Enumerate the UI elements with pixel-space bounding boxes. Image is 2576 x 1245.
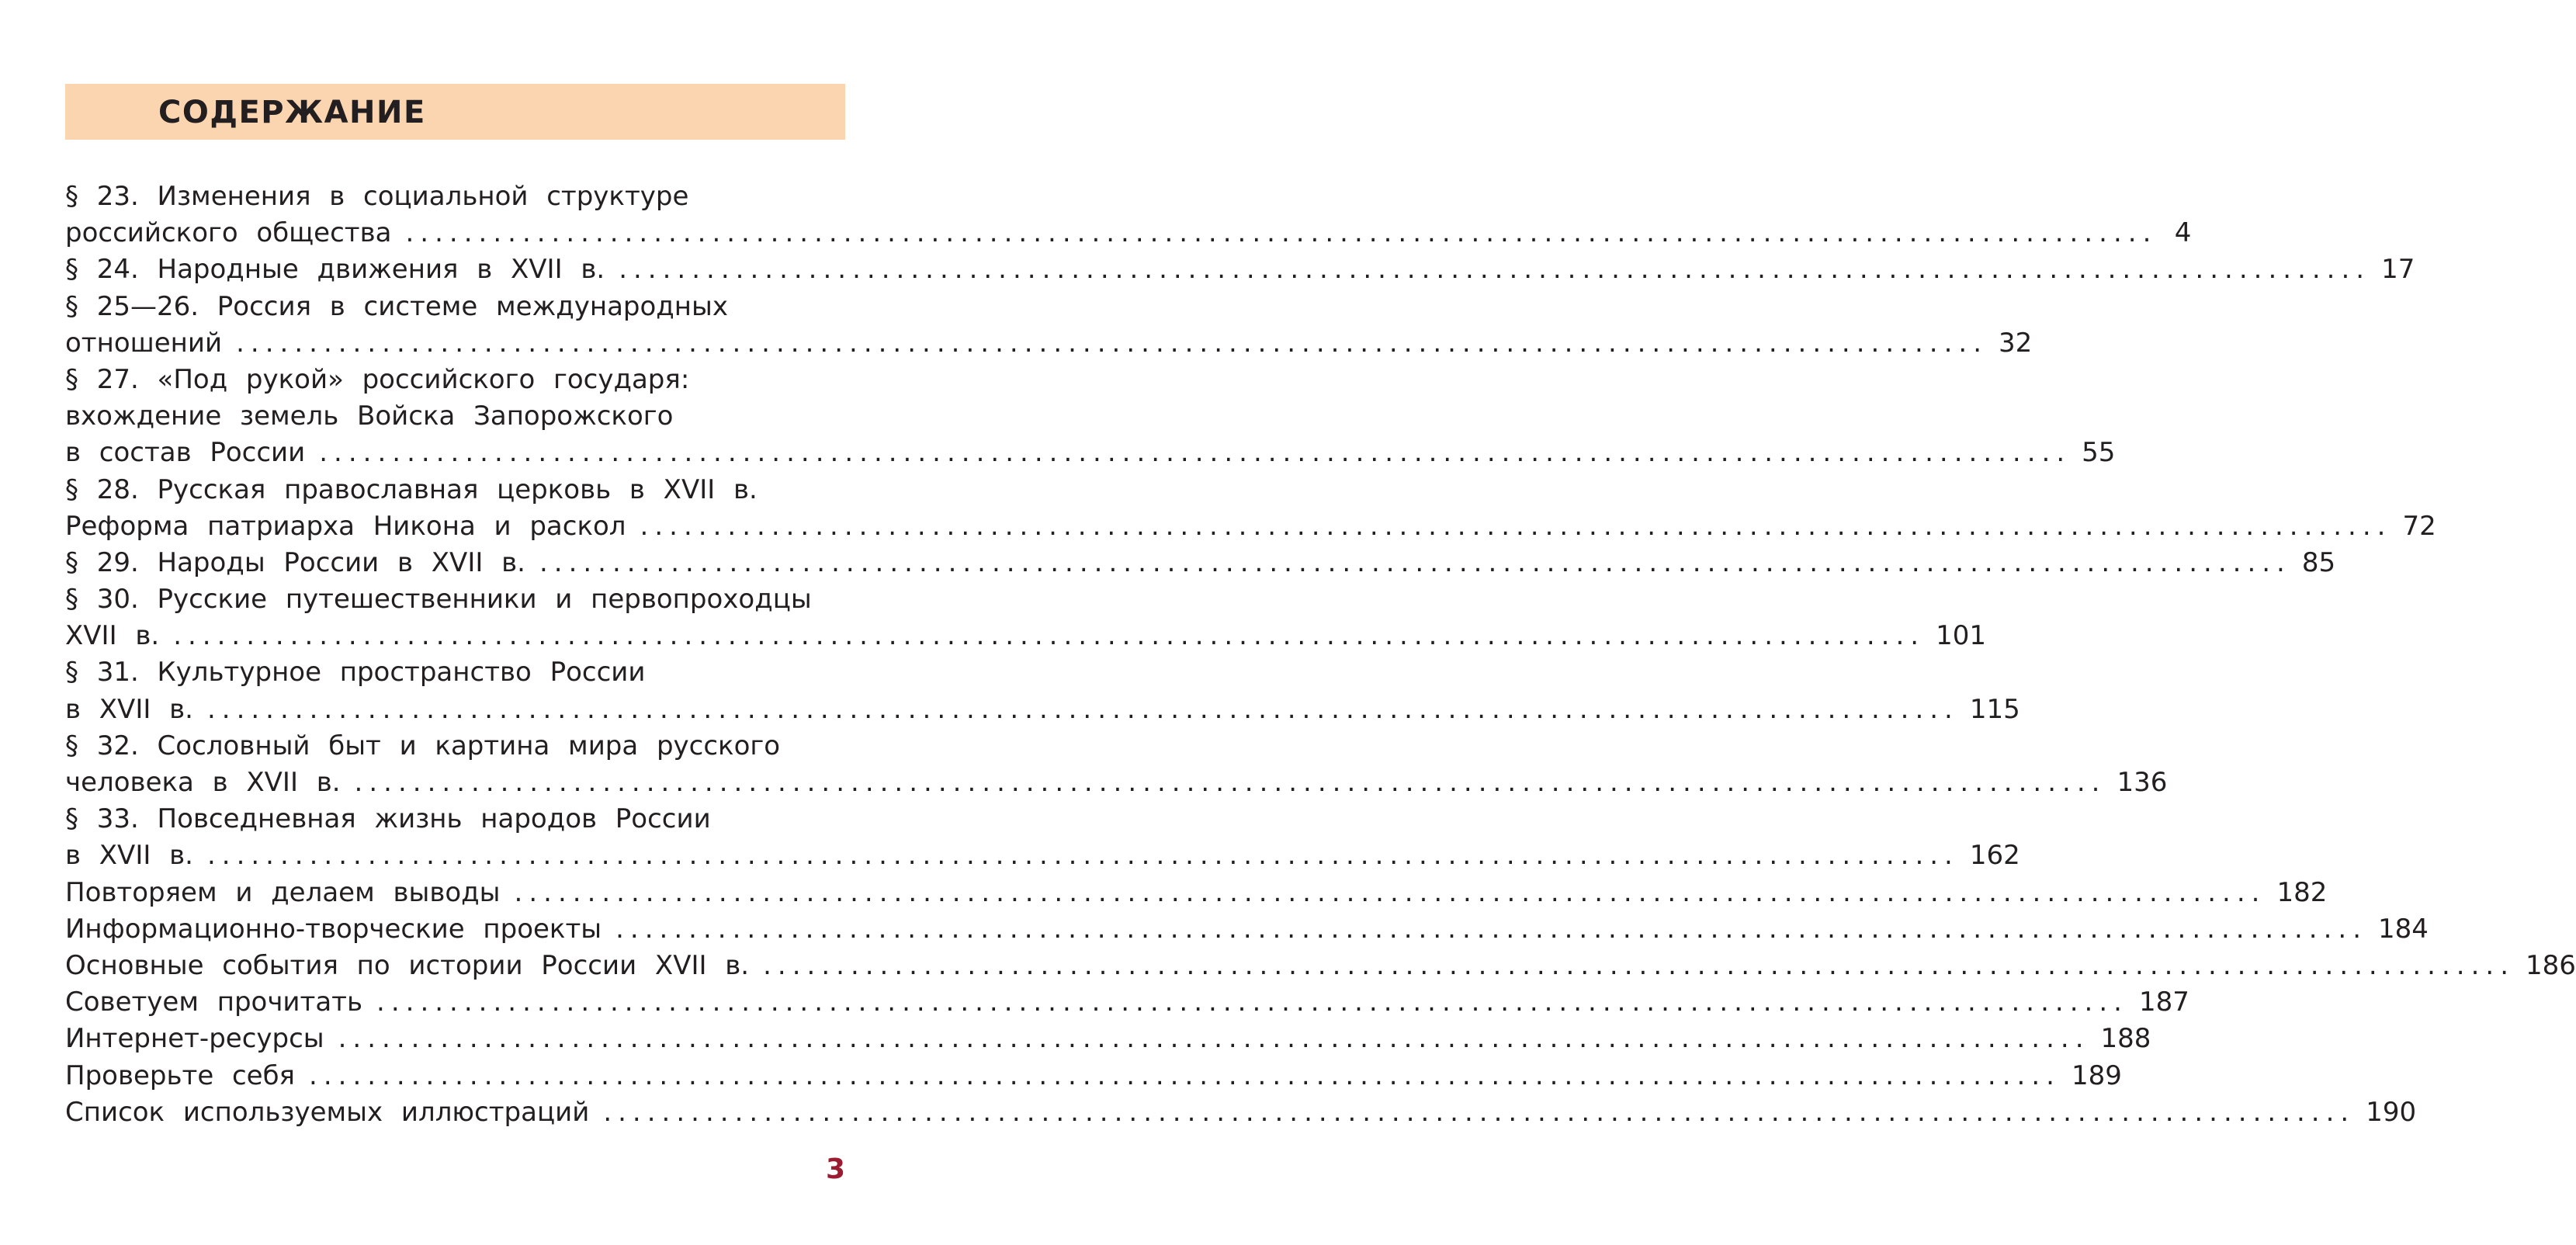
dot-leader: ........................................................................................................................ — [514, 876, 2266, 908]
toc-entry-text: в состав России — [65, 437, 306, 469]
toc-entry-page: 17 — [2381, 254, 2415, 286]
toc-entry-text: § 30. Русские путешественники и первопроходцы — [65, 584, 812, 616]
toc-line — [65, 179, 845, 215]
toc-entry-text: Советуем прочитать — [65, 987, 363, 1018]
toc-line — [65, 472, 845, 508]
header-band — [65, 84, 845, 140]
toc-entry-page: 186 — [2526, 949, 2576, 981]
toc-entry-page: 136 — [2117, 767, 2168, 798]
toc-line — [65, 838, 2020, 874]
toc-line — [65, 765, 2168, 801]
toc-line — [65, 911, 2429, 948]
dot-leader: ........................................................................................................................ — [603, 1096, 2356, 1128]
toc-entry-page: 188 — [2100, 1023, 2151, 1055]
toc-line — [65, 398, 845, 435]
dot-leader: ........................................................................................................................ — [405, 217, 2158, 249]
dot-leader: ........................................................................................................................ — [338, 1023, 2090, 1055]
toc-entry-text: Повторяем и делаем выводы — [65, 876, 501, 908]
toc-entry-page: 187 — [2138, 987, 2189, 1018]
toc-entry-text: § 25—26. Россия в системе международных — [65, 290, 729, 322]
toc-entry-page: 115 — [1969, 693, 2020, 725]
toc-entry-page: 4 — [2174, 217, 2192, 249]
dot-leader: ........................................................................................................................ — [206, 840, 1959, 872]
toc-entry-text: XVII в. — [65, 620, 160, 652]
toc-entry-text: § 32. Сословный быт и картина мира русского — [65, 730, 781, 761]
toc-entry-text: Проверьте себя — [65, 1059, 296, 1091]
toc-line — [65, 545, 2336, 581]
toc-line — [65, 875, 2328, 911]
toc-entry-text: § 33. Повседневная жизнь народов России — [65, 803, 711, 835]
toc-entry-page: 162 — [1969, 840, 2020, 872]
dot-leader: ........................................................................................................................ — [539, 546, 2291, 578]
toc-entry-text: вхождение земель Войска Запорожского — [65, 401, 674, 432]
dot-leader: ........................................................................................................................ — [354, 767, 2106, 798]
toc-entry-text: Интернет-ресурсы — [65, 1023, 324, 1055]
toc-entry-page: 184 — [2378, 913, 2429, 945]
page-number: 3 — [825, 1153, 845, 1185]
toc-entry-text: Основные события по истории России XVII в. — [65, 949, 750, 981]
dot-leader: ........................................................................................................................ — [309, 1059, 2061, 1091]
toc-entry-text: § 31. Культурное пространство России — [65, 657, 646, 688]
toc-line — [65, 984, 2189, 1021]
table-of-contents — [65, 179, 2576, 1131]
dot-leader: ........................................................................................................................ — [173, 620, 1926, 652]
dot-leader: ........................................................................................................................ — [206, 693, 1959, 725]
toc-entry-page: 32 — [1999, 327, 2033, 359]
toc-line — [65, 1021, 2151, 1057]
toc-entry-text: отношений — [65, 327, 223, 359]
toc-entry-page: 190 — [2366, 1096, 2417, 1128]
toc-entry-page: 72 — [2402, 510, 2436, 542]
dot-leader: ........................................................................................................................ — [236, 327, 1988, 359]
toc-line — [65, 801, 845, 838]
toc-entry-text: § 28. Русская православная церковь в XVII в. — [65, 473, 758, 505]
toc-entry-text: Список используемых иллюстраций — [65, 1096, 590, 1128]
toc-entry-page: 85 — [2301, 546, 2336, 578]
toc-entry-text: Информационно-творческие проекты — [65, 913, 602, 945]
toc-line — [65, 618, 1987, 654]
toc-line — [65, 581, 845, 618]
toc-entry-text: в XVII в. — [65, 693, 193, 725]
toc-line — [65, 948, 2576, 984]
toc-entry-text: § 23. Изменения в социальной структуре — [65, 181, 689, 212]
toc-entry-text: § 29. Народы России в XVII в. — [65, 546, 525, 578]
toc-entry-page: 55 — [2082, 437, 2116, 469]
toc-line — [65, 508, 2436, 545]
toc-line — [65, 654, 845, 691]
toc-line — [65, 215, 2192, 251]
dot-leader: ........................................................................................................................ — [319, 437, 2072, 469]
toc-entry-text: § 24. Народные движения в XVII в. — [65, 254, 605, 286]
dot-leader: ........................................................................................................................ — [376, 987, 2128, 1018]
toc-line — [65, 692, 2020, 728]
toc-entry-page: 189 — [2071, 1059, 2122, 1091]
toc-line — [65, 728, 845, 765]
dot-leader: ........................................................................................................................ — [619, 254, 2371, 286]
toc-line — [65, 362, 845, 398]
toc-line — [65, 1058, 2122, 1094]
toc-entry-page: 101 — [1936, 620, 1987, 652]
dot-leader: ........................................................................................................................ — [615, 913, 2368, 945]
toc-line — [65, 435, 2116, 471]
toc-line — [65, 251, 2415, 288]
toc-entry-text: российского общества — [65, 217, 392, 249]
dot-leader: ........................................................................................................................ — [763, 949, 2515, 981]
toc-entry-text: в XVII в. — [65, 840, 193, 872]
toc-line — [65, 325, 2033, 362]
dot-leader: ........................................................................................................................ — [640, 510, 2392, 542]
toc-line — [65, 1094, 2417, 1131]
toc-entry-text: Реформа патриарха Никона и раскол — [65, 510, 626, 542]
toc-entry-text: § 27. «Под рукой» российского государя: — [65, 363, 690, 395]
toc-entry-page: 182 — [2276, 876, 2328, 908]
page-title: СОДЕРЖАНИЕ — [158, 95, 426, 130]
toc-line — [65, 289, 845, 325]
toc-entry-text: человека в XVII в. — [65, 767, 341, 798]
